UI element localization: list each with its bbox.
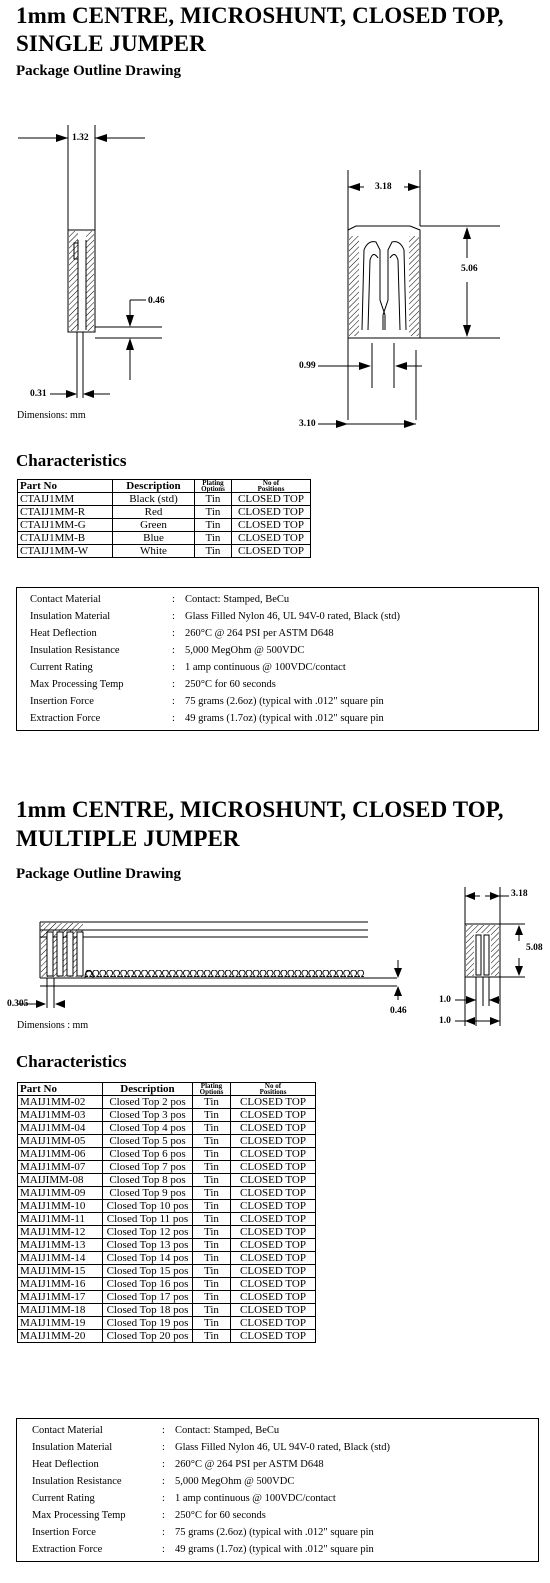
cell-plating: Tin — [193, 1330, 231, 1343]
cell-pos: CLOSED TOP — [231, 1213, 316, 1226]
section2-title-line1: 1mm CENTRE, MICROSHUNT, CLOSED TOP, — [16, 797, 504, 822]
section2-spec-box: Contact Material : Contact: Stamped, BeCu Insulation Material : Glass Filled Nylon 46, UL 94V-0 rated, Black (std) Heat Deflection : 260°C @ 264 PSI per ASTM D648 Insulation Resistance : 5,000 MegOhm @ 500VDC Current Rating : 1 amp continuous @ 100VDC/contact Max Processing Temp : 250°C for 60 seconds Insertion Force : 75 grams (2.6oz) (typical with .012" square pin Extraction Force : 49 grams (1.7oz) (typical with .012" square pin — [16, 1418, 539, 1562]
cell-plating: Tin — [193, 1304, 231, 1317]
dim-1-0-a: 1.0 — [439, 995, 451, 1005]
dim-3-18: 3.18 — [375, 182, 392, 192]
cell-desc: Closed Top 6 pos — [103, 1148, 193, 1161]
cell-plating: Tin — [195, 519, 232, 532]
cell-part: CTAIJ1MM — [18, 493, 113, 506]
cell-pos: CLOSED TOP — [231, 1200, 316, 1213]
cell-plating: Tin — [193, 1135, 231, 1148]
cell-desc: Green — [113, 519, 195, 532]
cell-part: MAIJ1MM-02 — [18, 1096, 103, 1109]
cell-plating: Tin — [193, 1226, 231, 1239]
table-row — [18, 1278, 316, 1291]
table-row — [18, 1109, 316, 1122]
cell-part: MAIJ1MM-07 — [18, 1161, 103, 1174]
cell-pos: CLOSED TOP — [231, 1330, 316, 1343]
cell-part: MAIJ1MM-16 — [18, 1278, 103, 1291]
cell-desc: Closed Top 17 pos — [103, 1291, 193, 1304]
cell-pos: CLOSED TOP — [231, 1135, 316, 1148]
table-row — [18, 1226, 316, 1239]
cell-desc: Closed Top 14 pos — [103, 1252, 193, 1265]
cell-pos: CLOSED TOP — [232, 493, 311, 506]
cell-plating: Tin — [193, 1187, 231, 1200]
section1-subtitle: Package Outline Drawing — [16, 63, 181, 79]
dim-5-08: 5.08 — [526, 943, 543, 953]
cell-part: MAIJ1MM-04 — [18, 1122, 103, 1135]
table-row — [18, 1265, 316, 1278]
dim-3-10: 3.10 — [299, 419, 316, 429]
cell-part: MAIJ1MM-20 — [18, 1330, 103, 1343]
cell-part: MAIJ1MM-19 — [18, 1317, 103, 1330]
dim-5-06: 5.06 — [461, 264, 478, 274]
cell-plating: Tin — [193, 1252, 231, 1265]
cell-pos: CLOSED TOP — [231, 1226, 316, 1239]
dim-1-0-b: 1.0 — [439, 1016, 451, 1026]
cell-desc: White — [113, 545, 195, 558]
cell-plating: Tin — [193, 1148, 231, 1161]
cell-desc: Blue — [113, 532, 195, 545]
cell-desc: Closed Top 4 pos — [103, 1122, 193, 1135]
table-row — [18, 1200, 316, 1213]
cell-part: MAIJ1MM-18 — [18, 1304, 103, 1317]
cell-plating: Tin — [195, 545, 232, 558]
cell-plating: Tin — [193, 1278, 231, 1291]
cell-part: MAIJ1MM-13 — [18, 1239, 103, 1252]
cell-part: MAIJ1MM-06 — [18, 1148, 103, 1161]
table-header-row — [18, 1083, 316, 1096]
table-row — [18, 1122, 316, 1135]
cell-plating: Tin — [195, 532, 232, 545]
table-row — [18, 1252, 316, 1265]
cell-plating: Tin — [193, 1174, 231, 1187]
cell-pos: CLOSED TOP — [232, 519, 311, 532]
cell-plating: Tin — [193, 1109, 231, 1122]
section1-title-line1: 1mm CENTRE, MICROSHUNT, CLOSED TOP, — [16, 3, 504, 28]
cell-part: MAIJIMM-08 — [18, 1174, 103, 1187]
cell-desc: Closed Top 5 pos — [103, 1135, 193, 1148]
cell-desc: Red — [113, 506, 195, 519]
cell-pos: CLOSED TOP — [231, 1304, 316, 1317]
section1-title-line2: SINGLE JUMPER — [16, 31, 206, 56]
cell-desc: Closed Top 18 pos — [103, 1304, 193, 1317]
table-row — [18, 1148, 316, 1161]
cell-pos: CLOSED TOP — [232, 545, 311, 558]
section2-subtitle: Package Outline Drawing — [16, 866, 181, 882]
cell-part: MAIJ1MM-05 — [18, 1135, 103, 1148]
cell-plating: Tin — [195, 493, 232, 506]
cell-desc: Closed Top 9 pos — [103, 1187, 193, 1200]
section2-dims-note: Dimensions : mm — [17, 1020, 89, 1031]
cell-plating: Tin — [193, 1122, 231, 1135]
table-row — [18, 1317, 316, 1330]
section1-dims-note: Dimensions: mm — [17, 410, 86, 421]
cell-pos: CLOSED TOP — [231, 1096, 316, 1109]
col-description: Description — [103, 1083, 193, 1096]
cell-part: CTAIJ1MM-R — [18, 506, 113, 519]
cell-pos: CLOSED TOP — [232, 506, 311, 519]
cell-pos: CLOSED TOP — [231, 1265, 316, 1278]
cell-desc: Closed Top 7 pos — [103, 1161, 193, 1174]
table-row — [18, 1096, 316, 1109]
dim-0-46: 0.46 — [390, 1006, 407, 1016]
cell-pos: CLOSED TOP — [231, 1252, 316, 1265]
cell-part: MAIJ1MM-11 — [18, 1213, 103, 1226]
cell-pos: CLOSED TOP — [232, 532, 311, 545]
cell-plating: Tin — [193, 1317, 231, 1330]
cell-desc: Closed Top 15 pos — [103, 1265, 193, 1278]
dim-0-46: 0.46 — [148, 296, 165, 306]
col-part-no: Part No — [18, 480, 113, 493]
dim-3-18: 3.18 — [511, 889, 528, 899]
cell-part: MAIJ1MM-17 — [18, 1291, 103, 1304]
table-row — [18, 1239, 316, 1252]
dim-1-32: 1.32 — [72, 133, 89, 143]
col-positions: No of Positions — [232, 480, 311, 493]
cell-desc: Closed Top 16 pos — [103, 1278, 193, 1291]
cell-pos: CLOSED TOP — [231, 1317, 316, 1330]
cell-desc: Closed Top 3 pos — [103, 1109, 193, 1122]
table-row — [18, 1291, 316, 1304]
cell-part: MAIJ1MM-09 — [18, 1187, 103, 1200]
table-row — [18, 1330, 316, 1343]
cell-pos: CLOSED TOP — [231, 1148, 316, 1161]
cell-part: MAIJ1MM-14 — [18, 1252, 103, 1265]
dim-0-31: 0.31 — [30, 389, 47, 399]
cell-part: MAIJ1MM-03 — [18, 1109, 103, 1122]
table-row — [18, 1304, 316, 1317]
cell-part: MAIJ1MM-12 — [18, 1226, 103, 1239]
table-row — [18, 1187, 316, 1200]
cell-desc: Closed Top 8 pos — [103, 1174, 193, 1187]
cell-desc: Closed Top 11 pos — [103, 1213, 193, 1226]
section2-characteristics-heading: Characteristics — [16, 1052, 127, 1071]
dim-0-99: 0.99 — [299, 361, 316, 371]
cell-plating: Tin — [195, 506, 232, 519]
col-description: Description — [113, 480, 195, 493]
col-positions: No of Positions — [231, 1083, 316, 1096]
cell-pos: CLOSED TOP — [231, 1291, 316, 1304]
cell-plating: Tin — [193, 1291, 231, 1304]
cell-plating: Tin — [193, 1239, 231, 1252]
cell-desc: Closed Top 12 pos — [103, 1226, 193, 1239]
cell-part: MAIJ1MM-15 — [18, 1265, 103, 1278]
cell-desc: Closed Top 13 pos — [103, 1239, 193, 1252]
cell-plating: Tin — [193, 1161, 231, 1174]
cell-plating: Tin — [193, 1265, 231, 1278]
table-row — [18, 1213, 316, 1226]
dim-0-305: 0.305 — [7, 999, 29, 1009]
col-plating: Plating Options — [193, 1083, 231, 1096]
cell-pos: CLOSED TOP — [231, 1161, 316, 1174]
cell-plating: Tin — [193, 1096, 231, 1109]
multiple-jumper-teeth: ᘯᘯᘯᘯᘯᘯᘯᘯᘯᘯᘯᘯᘯᘯᘯᘯᘯᘯᘯᘯᘯᘯᘯᘯᘯᘯᘯᘯᘯᘯᘯᘯᘯᘯᘯᘯᘯᘯᘯᘯ — [85, 970, 364, 979]
cell-desc: Closed Top 20 pos — [103, 1330, 193, 1343]
cell-plating: Tin — [193, 1200, 231, 1213]
section2-title-line2: MULTIPLE JUMPER — [16, 826, 240, 851]
cell-pos: CLOSED TOP — [231, 1174, 316, 1187]
cell-plating: Tin — [193, 1213, 231, 1226]
cell-part: CTAIJ1MM-W — [18, 545, 113, 558]
cell-pos: CLOSED TOP — [231, 1187, 316, 1200]
cell-desc: Closed Top 10 pos — [103, 1200, 193, 1213]
col-part-no: Part No — [18, 1083, 103, 1096]
cell-desc: Closed Top 2 pos — [103, 1096, 193, 1109]
table-row — [18, 1174, 316, 1187]
cell-pos: CLOSED TOP — [231, 1239, 316, 1252]
cell-desc: Black (std) — [113, 493, 195, 506]
col-plating: Plating Options — [195, 480, 232, 493]
cell-part: CTAIJ1MM-B — [18, 532, 113, 545]
cell-pos: CLOSED TOP — [231, 1278, 316, 1291]
section1-spec-box: Contact Material : Contact: Stamped, BeCu Insulation Material : Glass Filled Nylon 46, UL 94V-0 rated, Black (std) Heat Deflection : 260°C @ 264 PSI per ASTM D648 Insulation Resistance : 5,000 MegOhm @ 500VDC Current Rating : 1 amp continuous @ 100VDC/contact Max Processing Temp : 250°C for 60 seconds Insertion Force : 75 grams (2.6oz) (typical with .012" square pin Extraction Force : 49 grams (1.7oz) (typical with .012" square pin — [16, 587, 539, 731]
section2-characteristics-table — [17, 1082, 316, 1343]
table-row — [18, 1161, 316, 1174]
cell-part: CTAIJ1MM-G — [18, 519, 113, 532]
table-row — [18, 1135, 316, 1148]
cell-part: MAIJ1MM-10 — [18, 1200, 103, 1213]
cell-pos: CLOSED TOP — [231, 1109, 316, 1122]
section1-characteristics-heading: Characteristics — [16, 451, 127, 470]
cell-pos: CLOSED TOP — [231, 1122, 316, 1135]
cell-desc: Closed Top 19 pos — [103, 1317, 193, 1330]
